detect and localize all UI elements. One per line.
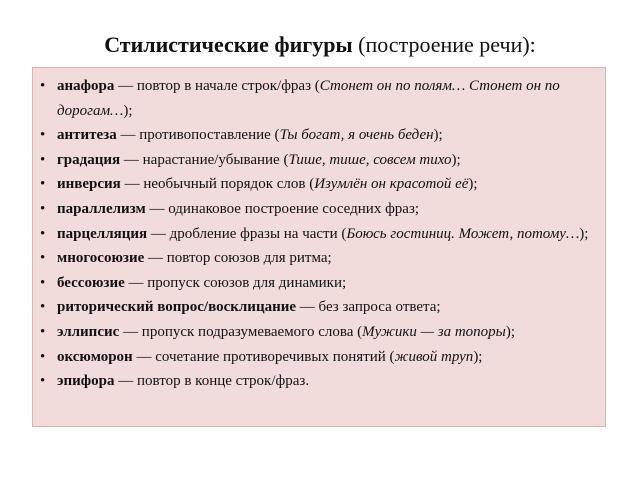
list-item <box>57 197 595 222</box>
list-item <box>57 246 595 271</box>
figures-list <box>33 68 605 394</box>
term-label: эллипсис <box>57 323 120 340</box>
example-text: Боюсь гостиниц. Может, потому… <box>346 225 580 242</box>
list-item <box>57 320 595 345</box>
term-label: градация <box>57 151 121 168</box>
example-text: Изумлён он красотой её <box>314 176 469 193</box>
list-item <box>57 295 595 320</box>
list-item <box>57 123 595 148</box>
figures-list-box <box>32 67 606 427</box>
example-text: Мужики — за топоры <box>362 323 506 340</box>
slide-title <box>0 32 640 58</box>
list-item <box>57 369 595 394</box>
description-text: — повтор в начале строк/фраз ( <box>114 78 320 94</box>
description-text: — пропуск союзов для динамики; <box>124 274 347 291</box>
description-text: — необычный порядок слов ( <box>120 176 315 193</box>
end-punctuation: ); <box>123 102 133 119</box>
title-bold: Стилистические фигуры <box>104 32 353 57</box>
list-item <box>57 172 595 197</box>
term-label: парцелляция <box>57 225 148 242</box>
end-punctuation: ); <box>451 151 461 168</box>
term-label: анафора <box>57 78 115 94</box>
description-text: — без запроса ответа; <box>296 299 441 316</box>
end-punctuation: ); <box>468 176 478 193</box>
example-text: Стонет он по полям… Стонет он по дорогам… <box>57 78 560 119</box>
description-text: — сочетание противоречивых понятий ( <box>132 348 395 365</box>
term-label: эпифора <box>57 373 115 390</box>
end-punctuation: ); <box>505 323 516 340</box>
term-label: риторический вопрос/восклицание <box>57 299 297 316</box>
end-punctuation: ); <box>473 348 483 365</box>
list-item <box>57 74 595 123</box>
term-label: многосоюзие <box>57 250 145 267</box>
end-punctuation: ); <box>579 225 589 242</box>
term-label: бессоюзие <box>57 274 125 291</box>
term-label: оксюморон <box>57 348 133 365</box>
description-text: — пропуск подразумеваемого слова ( <box>119 323 363 340</box>
end-punctuation: ); <box>433 127 443 144</box>
example-text: Ты богат, я очень беден <box>279 127 434 144</box>
list-item <box>57 271 595 296</box>
description-text: — повтор союзов для ритма; <box>144 250 332 267</box>
list-item <box>57 222 595 247</box>
example-text: живой труп <box>394 348 474 365</box>
list-item <box>57 148 595 173</box>
list-item <box>57 345 595 370</box>
title-rest: (построение речи): <box>352 32 536 57</box>
description-text: — противопоставление ( <box>116 127 280 144</box>
description-text: — повтор в конце строк/фраз. <box>114 373 310 390</box>
term-label: параллелизм <box>57 200 146 217</box>
description-text: — нарастание/убывание ( <box>120 151 289 168</box>
description-text: — одинаковое построение соседних фраз; <box>145 200 420 217</box>
term-label: инверсия <box>57 176 121 193</box>
example-text: Тише, тише, совсем тихо <box>288 151 452 168</box>
term-label: антитеза <box>57 127 117 144</box>
description-text: — дробление фразы на части ( <box>147 225 347 242</box>
